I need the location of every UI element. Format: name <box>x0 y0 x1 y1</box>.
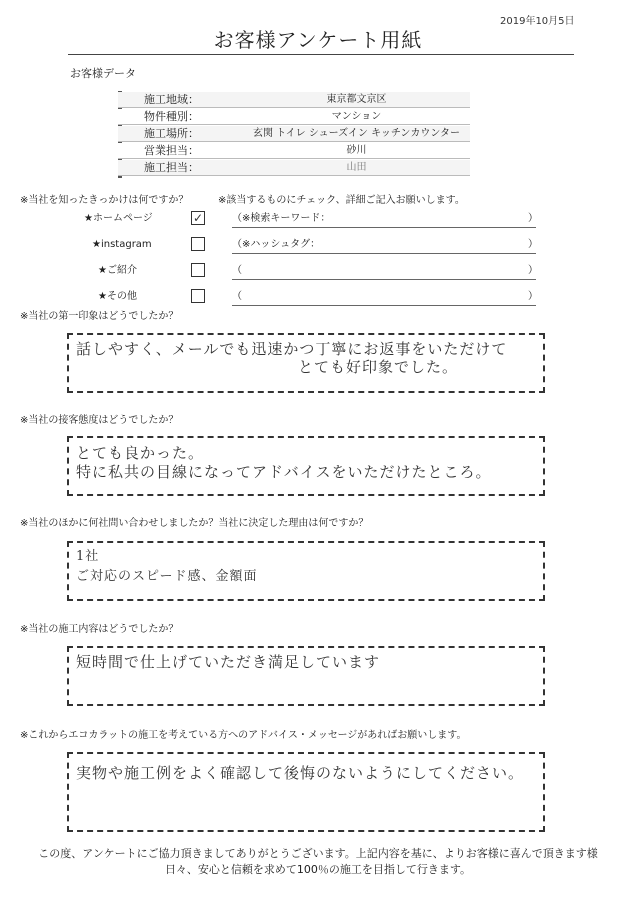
info-row-sales <box>118 143 470 159</box>
info-row-property-type <box>118 109 470 125</box>
q2-answer-line-2: とても好印象でした。 <box>298 358 459 376</box>
hashtag-field-label: （※ハッシュタグ： <box>232 239 321 250</box>
info-value: 東京都文京区 <box>326 94 387 105</box>
survey-date: 2019年10月5日 <box>500 16 575 27</box>
info-label: 施工地域： <box>144 93 199 106</box>
q4-question: ※当社のほかに何社問い合わせしましたか？当社に決定した理由は何ですか？ <box>20 518 369 529</box>
info-value: マンション <box>331 111 382 122</box>
q6-question: ※これからエコカラットの施工を考えている方へのアドバイス・メッセージがあればお願いします。 <box>20 730 467 741</box>
answer-line <box>232 305 536 306</box>
answer-line <box>232 279 536 280</box>
source-label-other: ★その他 <box>98 291 137 302</box>
checkbox-other[interactable] <box>191 289 205 303</box>
checkbox-referral[interactable] <box>191 263 205 277</box>
footer-line-2: 日々、安心と信頼を求めて100％の施工を目指して行きます。 <box>164 863 472 876</box>
checkbox-instagram[interactable] <box>191 237 205 251</box>
keyword-field-label: （※検索キーワード： <box>232 213 331 224</box>
paren-close: ） <box>528 239 538 250</box>
source-label-referral: ★ご紹介 <box>98 265 137 276</box>
q3-answer-line-1: とても良かった。 <box>76 444 205 462</box>
info-row-location <box>118 126 470 142</box>
info-label: 物件種別： <box>144 110 199 123</box>
info-row-installer <box>118 160 470 176</box>
check-mark-icon: ✓ <box>192 211 204 225</box>
q2-question: ※当社の第一印象はどうでしたか？ <box>20 311 179 322</box>
q3-question: ※当社の接客態度はどうでしたか？ <box>20 415 179 426</box>
title-underline <box>68 54 574 55</box>
q4-answer-line-1: 1社 <box>76 549 100 564</box>
info-value: 砂川 <box>346 145 367 156</box>
other-field-label: （ <box>232 291 242 302</box>
q6-answer-line-1: 実物や施工例をよく確認して後悔のないようにしてください。 <box>76 764 525 782</box>
footer-line-1: この度、アンケートにご協力頂きましてありがとうございます。上記内容を基に、よりお客様に喜んで頂きます様 <box>38 847 598 860</box>
q1-instruction: ※該当するものにチェック、詳細ご記入お願いします。 <box>218 195 465 206</box>
info-row-area <box>118 92 470 108</box>
q3-answer-line-2: 特に私共の目線になってアドバイスをいただけたところ。 <box>76 463 492 481</box>
q4-answer-line-2: ご対応のスピード感、金額面 <box>76 569 258 584</box>
answer-line <box>232 253 536 254</box>
info-value-handwritten: 山田 <box>346 162 367 173</box>
checkbox-homepage[interactable] <box>191 211 205 225</box>
paren-close: ） <box>528 291 538 302</box>
paren-close: ） <box>528 213 538 224</box>
referral-field-label: （ <box>232 265 242 276</box>
info-label: 施工担当： <box>144 161 199 174</box>
info-label: 施工場所： <box>144 127 199 140</box>
source-label-instagram: ★instagram <box>92 239 152 250</box>
q5-answer-line-1: 短時間で仕上げていただき満足しています <box>76 653 381 671</box>
page-title: お客様アンケート用紙 <box>213 28 423 52</box>
info-label: 営業担当： <box>144 144 199 157</box>
customer-data-heading: お客様データ <box>70 67 136 80</box>
source-label-homepage: ★ホームページ <box>84 213 153 224</box>
info-value: 玄関 トイレ シューズイン キッチンカウンター <box>252 128 461 139</box>
q1-question: ※当社を知ったきっかけは何ですか？ <box>20 195 189 206</box>
q5-question: ※当社の施工内容はどうでしたか？ <box>20 624 179 635</box>
answer-line <box>232 227 536 228</box>
q2-answer-line-1: 話しやすく、メールでも迅速かつ丁寧にお返事をいただけて <box>76 340 508 358</box>
paren-close: ） <box>528 265 538 276</box>
